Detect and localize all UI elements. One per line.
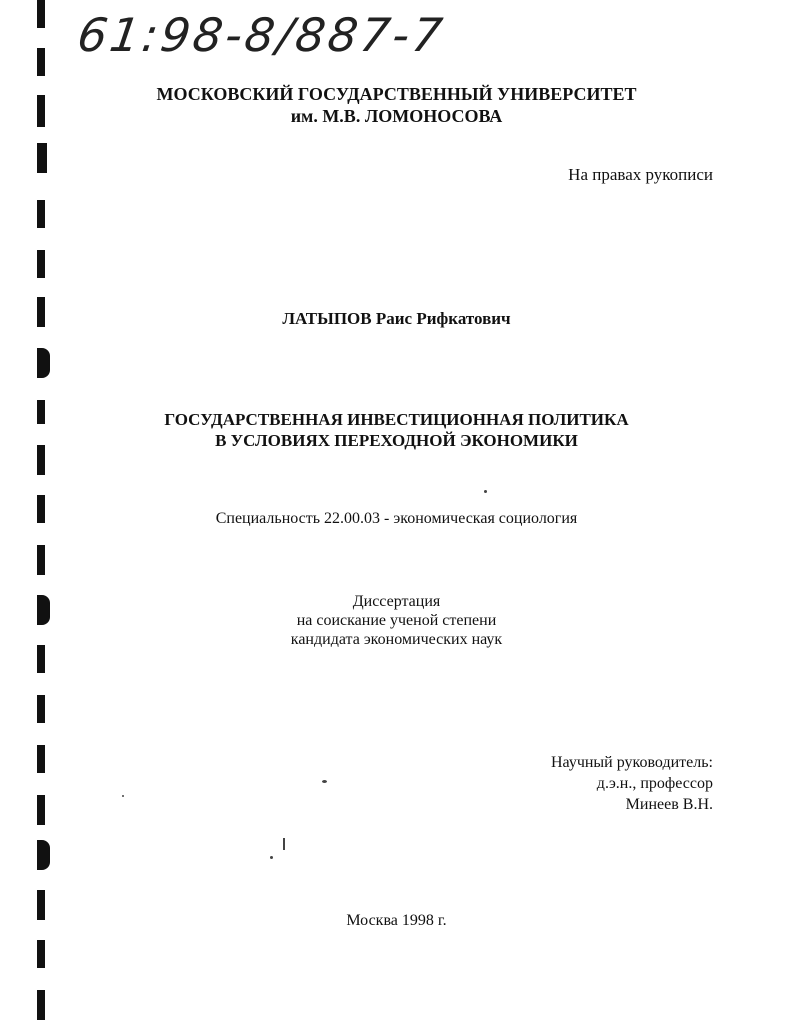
binding-mark [37,940,45,968]
manuscript-rights-note: На правах рукописи [568,165,713,184]
binding-mark [37,840,50,870]
advisor-line: Минеев В.Н. [625,796,713,813]
advisor-line: Научный руководитель: [550,754,713,771]
binding-mark [37,250,45,278]
scan-speck [484,490,487,493]
binding-mark [37,545,45,575]
scientific-advisor [551,752,713,815]
handwritten-archive-number: 61:98-8/887-7 [74,8,449,62]
binding-mark [37,645,45,673]
dissertation-degree [0,592,793,649]
binding-mark [37,200,45,228]
city-year: Москва 1998 г. [346,912,447,929]
title-line: ГОСУДАРСТВЕННАЯ ИНВЕСТИЦИОННАЯ ПОЛИТИКА [164,410,629,429]
dissertation-title [0,409,793,451]
binding-mark [37,348,50,378]
binding-mark [37,795,45,825]
binding-mark [37,695,45,723]
university-name: МОСКОВСКИЙ ГОСУДАРСТВЕННЫЙ УНИВЕРСИТЕТ [156,84,637,104]
binding-mark [37,0,45,28]
scan-speck [283,838,285,850]
degree-line: кандидата экономических наук [290,631,503,648]
binding-mark [37,990,45,1020]
binding-mark [37,48,45,76]
scan-speck [270,856,273,859]
degree-line: на соискание ученой степени [296,612,497,629]
scan-speck [122,795,124,797]
university-namesake: им. М.В. ЛОМОНОСОВА [290,106,503,126]
title-line: В УСЛОВИЯХ ПЕРЕХОДНОЙ ЭКОНОМИКИ [215,431,578,450]
specialty-line: Специальность 22.00.03 - экономическая социология [215,510,578,527]
binding-mark [37,745,45,773]
university-header [0,83,793,127]
advisor-line: д.э.н., профессор [596,775,713,792]
scan-speck [322,780,327,783]
author-name: ЛАТЫПОВ Раис Рифкатович [282,309,511,328]
binding-mark [37,143,47,173]
degree-line: Диссертация [352,593,441,610]
